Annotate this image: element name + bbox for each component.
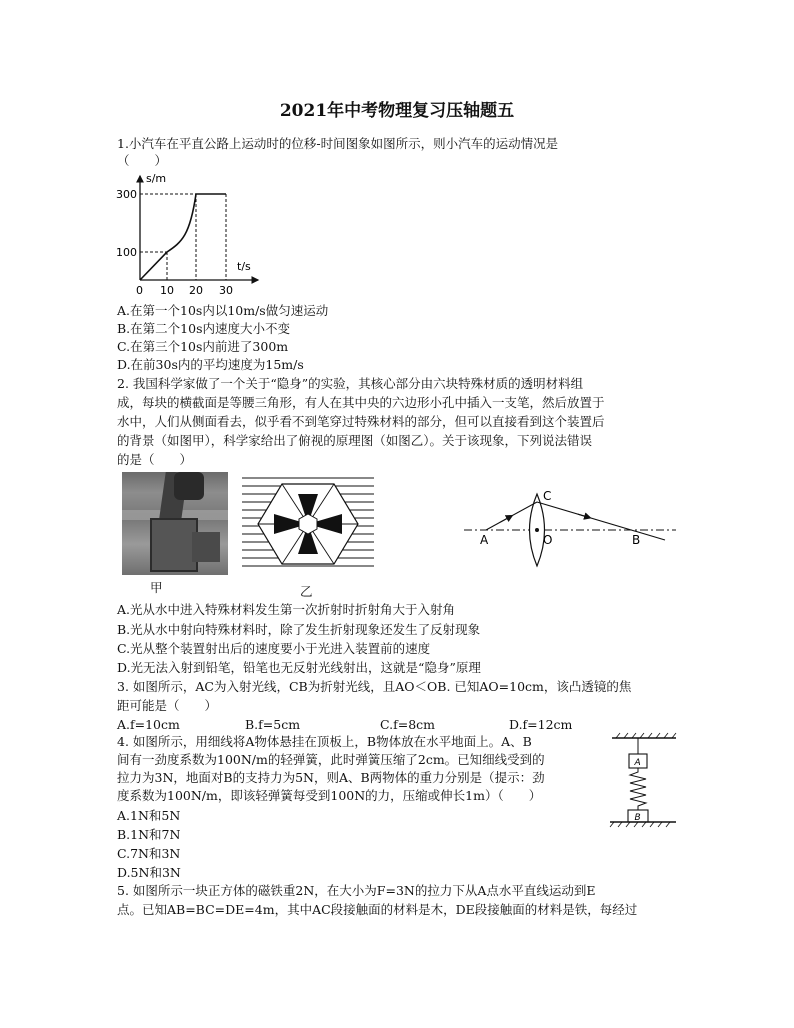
q1-option-d: D.在前30s内的平均速度为15m/s — [117, 357, 304, 372]
page-title: 2021年中考物理复习压轴题五 — [279, 101, 515, 121]
q1-paren: （ ） — [117, 153, 168, 168]
x-tick-30: 30 — [219, 284, 233, 297]
figure-jia-photo — [122, 472, 228, 575]
q4-line-4: 度系数为100N/m，即该轻弹簧每受到100N的力，压缩或伸长1m）（ ） — [117, 788, 542, 803]
q1-option-a: A.在第一个10s内以10m/s做匀速运动 — [117, 303, 329, 318]
figure-spring-diagram — [606, 732, 682, 828]
block-a-label: A — [634, 758, 641, 768]
q1-option-c: C.在第三个10s内前进了300m — [117, 339, 289, 354]
q2-option-b: B.光从水中射向特殊材料时，除了发生折射现象还发生了反射现象 — [117, 622, 481, 637]
graph-ylabel: s/m — [146, 172, 167, 185]
figure-yi-caption: 乙 — [300, 584, 313, 599]
q2-line-4: 的背景（如图甲），科学家给出了俯视的原理图（如图乙）。关于该现象，下列说法错误 — [117, 433, 593, 448]
q2-line-5: 的是（ ） — [117, 452, 193, 467]
q2-line-2: 成，每块的横截面是等腰三角形，有人在其中央的六边形小孔中插入一支笔，然后放置于 — [117, 395, 605, 410]
q4-option-d: D.5N和3N — [117, 865, 181, 880]
q3-option-a: A.f=10cm — [117, 717, 180, 732]
figure-jia-caption: 甲 — [150, 580, 163, 595]
graph-xlabel: t/s — [237, 260, 251, 273]
q2-option-a: A.光从水中进入特殊材料发生第一次折射时折射角大于入射角 — [117, 602, 456, 617]
displacement-curve — [140, 194, 226, 280]
q4-option-b: B.1N和7N — [117, 827, 181, 842]
q4-option-a: A.1N和5N — [117, 808, 181, 823]
label-a: A — [480, 533, 489, 547]
q5-line-1: 5. 如图所示一块正方体的磁铁重2N，在大小为F=3N的拉力下从A点水平直线运动到E — [117, 883, 596, 898]
q3-option-d: D.f=12cm — [509, 717, 573, 732]
q2-option-d: D.光无法入射到铅笔，铅笔也无反射光线射出，这就是“隐身”原理 — [117, 660, 481, 675]
q4-line-1: 4. 如图所示，用细线将A物体悬挂在顶板上，B物体放在水平地面上。A、B — [117, 734, 532, 749]
q3-option-c: C.f=8cm — [380, 717, 435, 732]
q3-line-2: 距可能是（ ） — [117, 698, 218, 713]
y-tick-100: 100 — [116, 246, 137, 259]
q3-line-1: 3. 如图所示，AC为入射光线，CB为折射光线，且AO＜OB. 已知AO=10cm，该凸透镜的焦 — [117, 679, 632, 694]
q5-line-2: 点。已知AB=BC=DE=4m，其中AC段接触面的材料是木，DE段接触面的材料是铁，每经过 — [117, 902, 638, 917]
q4-option-c: C.7N和3N — [117, 846, 181, 861]
x-tick-10: 10 — [160, 284, 174, 297]
label-o: O — [543, 533, 553, 547]
spring — [630, 768, 646, 810]
q4-line-3: 拉力为3N，地面对B的支持力为5N，则A、B两物体的重力分别是（提示：劲 — [117, 770, 545, 785]
q3-option-b: B.f=5cm — [245, 717, 301, 732]
label-c: C — [543, 489, 552, 503]
q2-line-1: 2. 我国科学家做了一个关于“隐身”的实验，其核心部分由六块特殊材质的透明材料组 — [117, 376, 584, 391]
q1-stem: 1.小汽车在平直公路上运动时的位移-时间图象如图所示，则小汽车的运动情况是 — [117, 136, 559, 151]
x-tick-20: 20 — [189, 284, 203, 297]
q2-line-3: 水中，人们从侧面看去，似乎看不到笔穿过特殊材料的部分，但可以直接看到这个装置后 — [117, 414, 605, 429]
q1-option-b: B.在第二个10s内速度大小不变 — [117, 321, 290, 336]
q1-st-graph — [112, 170, 262, 298]
figure-lens-diagram — [460, 482, 680, 568]
label-b: B — [632, 533, 641, 547]
x-tick-0: 0 — [136, 284, 143, 297]
q4-line-2: 间有一劲度系数为100N/m的轻弹簧，此时弹簧压缩了2cm。已知细线受到的 — [117, 752, 545, 767]
q2-option-c: C.光从整个装置射出后的速度要小于光进入装置前的速度 — [117, 641, 431, 656]
y-tick-300: 300 — [116, 188, 137, 201]
figure-yi-diagram — [238, 472, 378, 576]
block-b-label: B — [634, 813, 641, 823]
